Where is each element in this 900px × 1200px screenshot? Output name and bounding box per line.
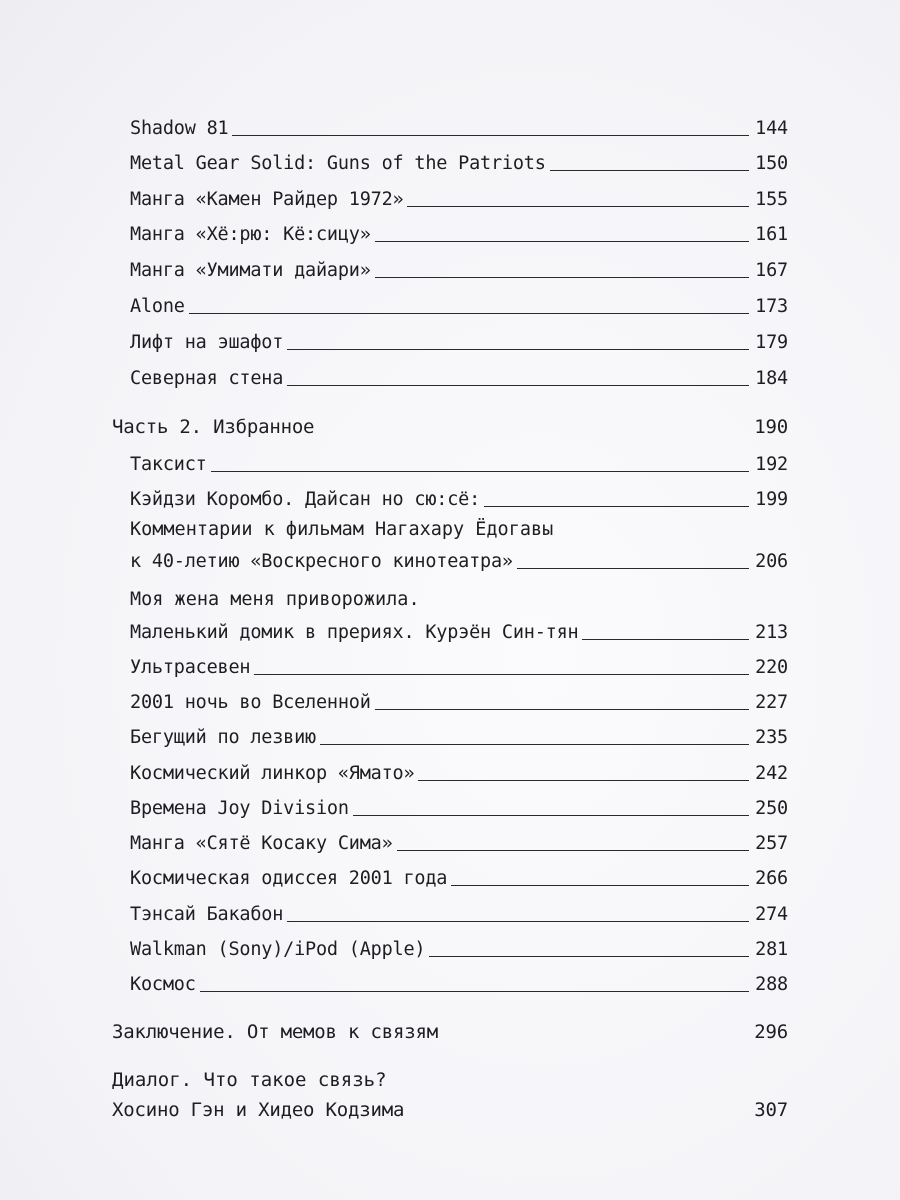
leader-line: [287, 349, 749, 350]
leader-line: [375, 277, 750, 278]
section-page: 296: [754, 1021, 788, 1043]
toc-entry-title: Лифт на эшафот: [130, 332, 284, 353]
toc-entry-title: Космический линкор «Ямато»: [130, 763, 415, 784]
toc-entry: [130, 488, 788, 512]
toc-entry-title-line1: Моя жена меня приворожила.: [130, 589, 420, 610]
toc-entry: [130, 259, 788, 283]
toc-entry: [130, 223, 788, 247]
leader-line: [517, 568, 749, 569]
leader-line: [397, 850, 750, 851]
toc-entry-page: 220: [755, 657, 788, 678]
toc-entry: [130, 867, 788, 891]
toc-entry: [130, 938, 788, 962]
leader-line: [353, 815, 749, 816]
toc-entry: [130, 367, 788, 391]
leader-line: [375, 241, 750, 242]
section-title-line1: Диалог. Что такое связь?: [112, 1069, 387, 1091]
toc-entry-title: Metal Gear Solid: Guns of the Patriots: [130, 153, 546, 174]
toc-entry-page: 161: [755, 224, 788, 245]
toc-entry-title: Alone: [130, 296, 185, 317]
toc-entry: [130, 903, 788, 927]
leader-line: [287, 921, 749, 922]
leader-line: [200, 991, 750, 992]
toc-entry-page: 206: [755, 551, 788, 572]
toc-entry-page: 173: [755, 296, 788, 317]
leader-line: [287, 385, 749, 386]
toc-entry-page: 250: [755, 798, 788, 819]
toc-entry: [130, 188, 788, 212]
toc-entry-page: 192: [755, 454, 788, 475]
toc-entry-page: 155: [755, 189, 788, 210]
toc-entry-page: 199: [755, 489, 788, 510]
toc-entry-title: Shadow 81: [130, 118, 229, 139]
toc-entry: [130, 832, 788, 856]
toc-entry-page: 150: [755, 153, 788, 174]
toc-entry-title: Таксист: [130, 454, 207, 475]
leader-line: [418, 780, 749, 781]
toc-entry: [130, 621, 788, 645]
leader-line: [550, 170, 750, 171]
leader-line: [232, 135, 749, 136]
toc-entry: [130, 973, 788, 997]
toc-entry-title: Манга «Камен Райдер 1972»: [130, 189, 404, 210]
toc-entry-title: Кэйдзи Коромбо. Дайсан но сю:сё:: [130, 489, 481, 510]
toc-entry-page: 167: [755, 260, 788, 281]
toc-entry-title: к 40-летию «Воскресного кинотеатра»: [130, 551, 513, 572]
leader-line: [254, 674, 749, 675]
toc-entry-page: 257: [755, 833, 788, 854]
toc-entry: [130, 797, 788, 821]
toc-entry-title: Walkman (Sony)/iPod (Apple): [130, 939, 426, 960]
toc-entry-page: 144: [755, 118, 788, 139]
leader-line: [582, 639, 749, 640]
toc-entry-title: Бегущий по лезвию: [130, 727, 316, 748]
toc-entry-title-line1: Комментарии к фильмам Нагахару Ёдогавы: [130, 519, 554, 540]
toc-entry: [130, 453, 788, 477]
toc-entry-title: 2001 ночь во Вселенной: [130, 692, 371, 713]
toc-entry: [130, 726, 788, 750]
toc-entry-title: Времена Joy Division: [130, 798, 349, 819]
toc-entry-title: Манга «Сятё Косаку Сима»: [130, 833, 393, 854]
toc-entry-page: 266: [755, 868, 788, 889]
toc-section-heading: [112, 1098, 788, 1122]
toc-entry-title: Северная стена: [130, 368, 284, 389]
toc-entry: [130, 656, 788, 680]
leader-line: [429, 956, 749, 957]
section-title: Заключение. От мемов к связям: [112, 1021, 438, 1043]
toc-entry-page: 227: [755, 692, 788, 713]
toc-entry: [130, 550, 788, 574]
toc-section-heading: [112, 415, 788, 439]
toc-entry-page: 288: [755, 974, 788, 995]
toc-entry: [130, 762, 788, 786]
toc-entry-title: Маленький домик в прериях. Курэён Син-тян: [130, 622, 579, 643]
toc-entry-page: 242: [755, 763, 788, 784]
toc-entry: [130, 117, 788, 141]
leader-line: [451, 885, 749, 886]
toc-section-heading: [112, 1020, 788, 1044]
toc-entry-page: 213: [755, 622, 788, 643]
toc-entry-title: Ультрасевен: [130, 657, 251, 678]
toc-entry-title: Тэнсай Бакабон: [130, 904, 284, 925]
toc-entry: [130, 331, 788, 355]
section-title: Хосино Гэн и Хидео Кодзима: [112, 1099, 405, 1121]
leader-line: [320, 744, 749, 745]
toc-entry: [130, 295, 788, 319]
toc-entry-page: 235: [755, 727, 788, 748]
leader-line: [189, 313, 749, 314]
toc-entry-title: Манга «Умимати дайари»: [130, 260, 371, 281]
section-page: 307: [754, 1099, 788, 1121]
toc-entry-title: Космическая одиссея 2001 года: [130, 868, 448, 889]
leader-line: [484, 506, 749, 507]
section-title: Часть 2. Избранное: [112, 416, 315, 438]
toc-entry-title: Манга «Хё:рю: Кё:сицу»: [130, 224, 371, 245]
toc-entry-page: 184: [755, 368, 788, 389]
leader-line: [407, 206, 749, 207]
toc-entry-page: 179: [755, 332, 788, 353]
section-page: 190: [754, 416, 788, 438]
leader-line: [375, 709, 750, 710]
toc-entry: [130, 691, 788, 715]
toc-entry-page: 274: [755, 904, 788, 925]
toc-entry-title: Космос: [130, 974, 196, 995]
leader-line: [211, 471, 750, 472]
toc-entry: [130, 152, 788, 176]
toc-entry-page: 281: [755, 939, 788, 960]
